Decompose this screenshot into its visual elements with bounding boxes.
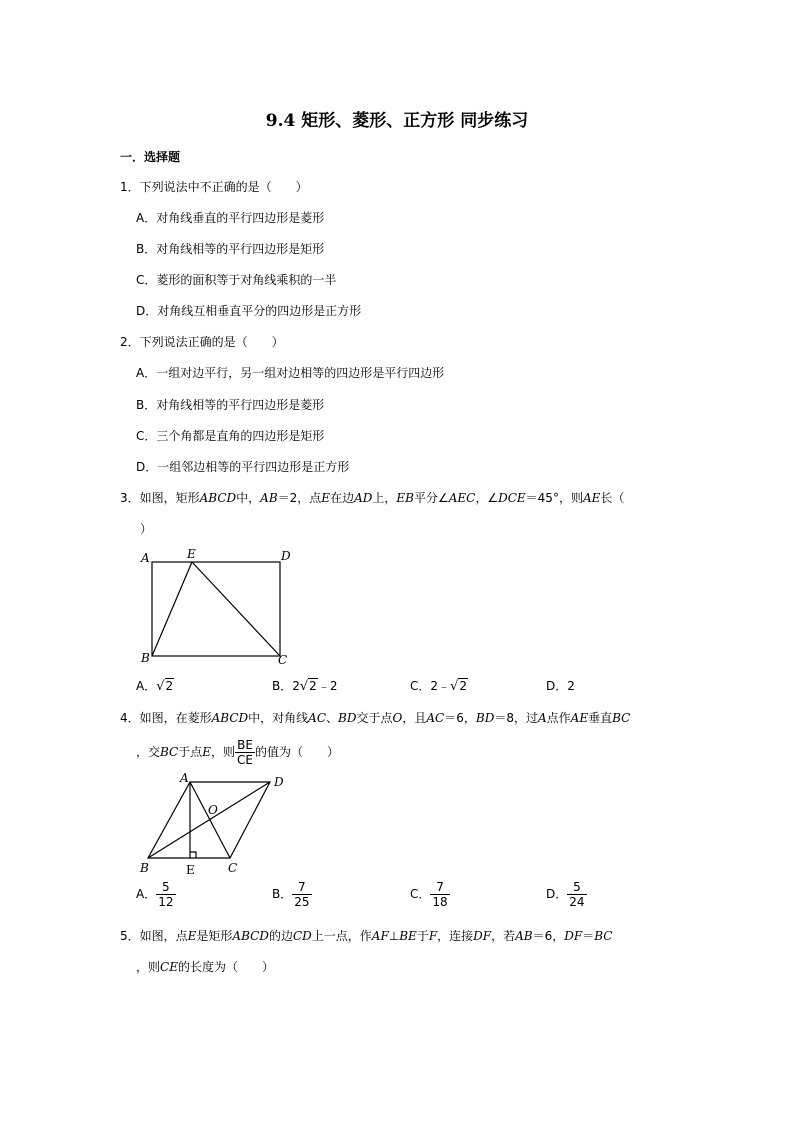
q2-stem: 2．下列说法正确的是（ ） (120, 335, 284, 349)
q1-option-a: A．对角线垂直的平行四边形是菱形 (136, 211, 325, 225)
q4-diagonal-bd (148, 782, 270, 858)
q2-option-d: D．一组邻边相等的平行四边形是正方形 (136, 460, 350, 474)
q3-rectangle-figure (136, 544, 306, 668)
q4-option-b: B． $\frac{7}{25}$ (272, 880, 310, 909)
q4-option-d: D． $\frac{5}{24}$ (546, 880, 585, 909)
q3-label-e: E (187, 547, 196, 561)
q3-label-c: C (278, 653, 288, 667)
q3-stem-close: ） (140, 522, 153, 536)
q4-right-angle-mark (190, 852, 196, 858)
q3-segment-ec (192, 562, 280, 656)
q4-option-a: A． $\frac{5}{12}$ (136, 880, 174, 909)
page-title: 9.4 矩形、菱形、正方形 同步练习 (265, 111, 529, 131)
q4-label-a: A (180, 771, 189, 785)
q1-option-c: C．菱形的面积等于对角线乘积的一半 (136, 273, 337, 287)
q3-label-d: D (281, 549, 291, 563)
q4-label-e: E (186, 863, 195, 877)
q3-option-b: B．2√2﹣2 (272, 679, 338, 694)
q2-option-b: B．对角线相等的平行四边形是菱形 (136, 398, 325, 412)
q4-label-b: B (140, 861, 149, 875)
q2-option-a: A．一组对边平行，另一组对边相等的四边形是平行四边形 (136, 366, 445, 380)
q1-option-d: D．对角线互相垂直平分的四边形是正方形 (136, 304, 362, 318)
q4-label-c: C (228, 861, 238, 875)
q4-label-o: O (208, 803, 218, 817)
q5-stem: 5．如图，点E是矩形ABCD的边CD上一点，作AF⊥BE于F，连接DF，若AB＝6，DF＝BC (120, 929, 613, 943)
q3-stem: 3．如图，矩形ABCD中，AB＝2，点E在边AD上，EB平分∠AEC，∠DCE＝45°，则AE长（ (120, 491, 625, 505)
q3-label-b: B (141, 651, 150, 665)
q1-option-b: B．对角线相等的平行四边形是矩形 (136, 242, 325, 256)
q4-rhombus-figure (136, 770, 306, 878)
q1-stem: 1．下列说法中不正确的是（ ） (120, 180, 308, 194)
q2-option-c: C．三个角都是直角的四边形是矩形 (136, 429, 325, 443)
q3-label-a: A (141, 551, 150, 565)
q4-option-c: C． $\frac{7}{18}$ (410, 880, 448, 909)
q3-option-d: D．2 (546, 679, 575, 693)
q3-segment-eb (152, 562, 192, 656)
q4-stem: 4．如图，在菱形ABCD中，对角线AC、BD交于点O，且AC＝6，BD＝8，过A点作AE垂直BC (120, 711, 631, 725)
q4-stem-line2: ，交BC于点E，则 $\frac{BE}{CE}$ 的值为（ ） (136, 738, 340, 767)
q4-label-d: D (274, 775, 284, 789)
q3-option-a: A．√2 (136, 679, 174, 694)
q3-rect-abcd (152, 562, 280, 656)
q4-ratio-fraction: $\frac{BE}{CE}$ (237, 738, 254, 767)
section-heading: 一．选择题 (120, 150, 181, 164)
q3-option-c: C．2﹣√2 (410, 679, 467, 694)
q5-stem-line2: ，则CE的长度为（ ） (136, 960, 274, 974)
